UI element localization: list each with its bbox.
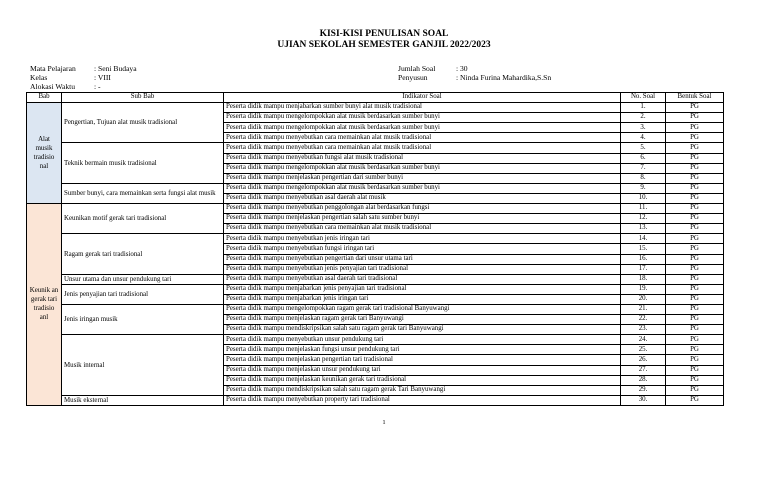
indikator-cell: Peserta didik mampu menjelaskan pengertian tari tradisional xyxy=(224,355,621,365)
table-row xyxy=(27,274,724,284)
sub-bab-cell: Sumber bunyi, cara memainkan serta fungsi alat musik xyxy=(62,183,224,203)
bentuk-soal-cell: PG xyxy=(666,103,724,113)
indikator-cell: Peserta didik mampu menyebutkan fungsi iringan tari xyxy=(224,244,621,254)
bentuk-soal-cell: PG xyxy=(666,304,724,314)
no-soal-cell: 11. xyxy=(621,204,666,214)
bentuk-soal-cell: PG xyxy=(666,395,724,405)
alokasi-value: : - xyxy=(94,82,101,91)
table-row xyxy=(27,103,724,113)
table-row xyxy=(27,304,724,314)
bentuk-soal-cell: PG xyxy=(666,224,724,234)
indikator-cell: Peserta didik mampu mengelompokkan alat musik berdasarkan sumber bunyi xyxy=(224,123,621,133)
document-title: KISI-KISI PENULISAN SOAL xyxy=(319,29,449,39)
header-sub-bab: Sub Bab xyxy=(62,93,224,103)
bentuk-soal-cell: PG xyxy=(666,294,724,304)
sub-bab-cell: Keunikan motif gerak tari tradisional xyxy=(62,204,224,234)
header-bab: Bab xyxy=(27,93,62,103)
bentuk-soal-cell: PG xyxy=(666,133,724,143)
indikator-cell: Peserta didik mampu menjelaskan unsur pendukung tari xyxy=(224,365,621,375)
no-soal-cell: 17. xyxy=(621,264,666,274)
bentuk-soal-cell: PG xyxy=(666,385,724,395)
no-soal-cell: 19. xyxy=(621,284,666,294)
table-row xyxy=(27,204,724,214)
bentuk-soal-cell: PG xyxy=(666,325,724,335)
bentuk-soal-cell: PG xyxy=(666,264,724,274)
table-row xyxy=(27,183,724,193)
indikator-cell: Peserta didik mampu menjabarkan jenis iringan tari xyxy=(224,294,621,304)
indikator-cell: Peserta didik mampu mengelompokkan alat musik berdasarkan sumber bunyi xyxy=(224,163,621,173)
bentuk-soal-cell: PG xyxy=(666,234,724,244)
indikator-cell: Peserta didik mampu menjelaskan fungsi unsur pendukung tari xyxy=(224,345,621,355)
bentuk-soal-cell: PG xyxy=(666,113,724,123)
bentuk-soal-cell: PG xyxy=(666,153,724,163)
table-row xyxy=(27,143,724,153)
no-soal-cell: 7. xyxy=(621,163,666,173)
no-soal-cell: 12. xyxy=(621,214,666,224)
no-soal-cell: 15. xyxy=(621,244,666,254)
bentuk-soal-cell: PG xyxy=(666,254,724,264)
no-soal-cell: 9. xyxy=(621,183,666,193)
indikator-cell: Peserta didik mampu menyebutkan pengertian dari unsur utama tari xyxy=(224,254,621,264)
kelas-value: : VIII xyxy=(94,73,111,82)
sub-bab-cell: Musik eksternal xyxy=(62,395,224,405)
no-soal-cell: 8. xyxy=(621,173,666,183)
document-subtitle: UJIAN SEKOLAH SEMESTER GANJIL 2022/2023 xyxy=(277,40,491,50)
no-soal-cell: 6. xyxy=(621,153,666,163)
no-soal-cell: 26. xyxy=(621,355,666,365)
bentuk-soal-cell: PG xyxy=(666,365,724,375)
header-bentuk-soal: Bentuk Soal xyxy=(666,93,724,103)
indikator-cell: Peserta didik mampu menyebutkan asal daerah tari tradisional xyxy=(224,274,621,284)
no-soal-cell: 28. xyxy=(621,375,666,385)
no-soal-cell: 16. xyxy=(621,254,666,264)
bentuk-soal-cell: PG xyxy=(666,355,724,365)
indikator-cell: Peserta didik mampu menyebutkan cara memainkan alat musik tradisional xyxy=(224,143,621,153)
indikator-cell: Peserta didik mampu menyebutkan penggolongan alat berdasarkan fungsi xyxy=(224,204,621,214)
bentuk-soal-cell: PG xyxy=(666,244,724,254)
table-row xyxy=(27,284,724,294)
no-soal-cell: 4. xyxy=(621,133,666,143)
indikator-cell: Peserta didik mampu mendiskripsikan salah satu ragam gerak Tari Banyuwangi xyxy=(224,385,621,395)
bentuk-soal-cell: PG xyxy=(666,345,724,355)
no-soal-cell: 13. xyxy=(621,224,666,234)
no-soal-cell: 22. xyxy=(621,315,666,325)
header-indikator: Indikator Soal xyxy=(224,93,621,103)
indikator-cell: Peserta didik mampu menyebutkan property tari tradisional xyxy=(224,395,621,405)
bab-cell: Alat musik tradisio nal xyxy=(27,103,62,204)
indikator-cell: Peserta didik mampu menjelaskan ragam gerak tari Banyuwangi xyxy=(224,315,621,325)
bentuk-soal-cell: PG xyxy=(666,214,724,224)
bentuk-soal-cell: PG xyxy=(666,375,724,385)
bab-cell: Keunik an gerak tari tradisio anl xyxy=(27,204,62,406)
indikator-cell: Peserta didik mampu menjabarkan jenis penyajian tari tradisional xyxy=(224,284,621,294)
bentuk-soal-cell: PG xyxy=(666,274,724,284)
no-soal-cell: 20. xyxy=(621,294,666,304)
indikator-cell: Peserta didik mampu menyebutkan jenis penyajian tari tradisional xyxy=(224,264,621,274)
penyusun-label: Penyusun xyxy=(398,73,428,82)
alokasi-label: Alokasi Waktu xyxy=(30,82,76,91)
mapel-label: Mata Pelajaran xyxy=(30,64,76,73)
bentuk-soal-cell: PG xyxy=(666,173,724,183)
bentuk-soal-cell: PG xyxy=(666,123,724,133)
no-soal-cell: 1. xyxy=(621,103,666,113)
sub-bab-cell: Musik internal xyxy=(62,335,224,396)
sub-bab-cell: Teknik bermain musik tradisional xyxy=(62,143,224,183)
indikator-cell: Peserta didik mampu mengelompokkan alat musik berdasarkan sumber bunyi xyxy=(224,183,621,193)
bentuk-soal-cell: PG xyxy=(666,315,724,325)
no-soal-cell: 24. xyxy=(621,335,666,345)
indikator-cell: Peserta didik mampu menyebutkan asal daerah alat musik xyxy=(224,193,621,203)
sub-bab-cell: Pengertian, Tujuan alat musik tradisional xyxy=(62,103,224,143)
bentuk-soal-cell: PG xyxy=(666,183,724,193)
mapel-value: : Seni Budaya xyxy=(94,64,137,73)
no-soal-cell: 5. xyxy=(621,143,666,153)
no-soal-cell: 2. xyxy=(621,113,666,123)
kelas-label: Kelas xyxy=(30,73,48,82)
indikator-cell: Peserta didik mampu menjabarkan sumber bunyi alat musik tradisional xyxy=(224,103,621,113)
no-soal-cell: 18. xyxy=(621,274,666,284)
sub-bab-cell: Ragam gerak tari tradisional xyxy=(62,234,224,274)
sub-bab-cell: Jenis iringan musik xyxy=(62,304,224,334)
no-soal-cell: 29. xyxy=(621,385,666,395)
no-soal-cell: 25. xyxy=(621,345,666,355)
indikator-cell: Peserta didik mampu menyebutkan jenis iringan tari xyxy=(224,234,621,244)
penyusun-value: : Ninda Furina Mahardika,S.Sn xyxy=(456,73,552,82)
bentuk-soal-cell: PG xyxy=(666,143,724,153)
indikator-cell: Peserta didik mampu mengelompokkan alat musik berdasarkan sumber bunyi xyxy=(224,113,621,123)
no-soal-cell: 23. xyxy=(621,325,666,335)
indikator-cell: Peserta didik mampu menjelaskan keunikan gerak tari tradisional xyxy=(224,375,621,385)
bentuk-soal-cell: PG xyxy=(666,193,724,203)
no-soal-cell: 21. xyxy=(621,304,666,314)
indikator-cell: Peserta didik mampu menyebutkan unsur pendukung tari xyxy=(224,335,621,345)
table-row xyxy=(27,234,724,244)
kisi-kisi-table xyxy=(26,92,724,406)
sub-bab-cell: Unsur utama dan unsur pendukung tari xyxy=(62,274,224,284)
table-row xyxy=(27,335,724,345)
bentuk-soal-cell: PG xyxy=(666,284,724,294)
no-soal-cell: 10. xyxy=(621,193,666,203)
no-soal-cell: 30. xyxy=(621,395,666,405)
no-soal-cell: 3. xyxy=(621,123,666,133)
bentuk-soal-cell: PG xyxy=(666,335,724,345)
indikator-cell: Peserta didik mampu menjelaskan pengertian salah satu sumber bunyi xyxy=(224,214,621,224)
indikator-cell: Peserta didik mampu mendiskripsikan salah satu ragam gerak tari Banyuwangi xyxy=(224,325,621,335)
bentuk-soal-cell: PG xyxy=(666,204,724,214)
bentuk-soal-cell: PG xyxy=(666,163,724,173)
header-no-soal: No. Soal xyxy=(621,93,666,103)
jumlah-value: : 30 xyxy=(456,64,468,73)
jumlah-label: Jumlah Soal xyxy=(398,64,436,73)
indikator-cell: Peserta didik mampu mengelompokkan ragam gerak tari tradisional Banyuwangi xyxy=(224,304,621,314)
table-row xyxy=(27,395,724,405)
no-soal-cell: 14. xyxy=(621,234,666,244)
page-number: 1 xyxy=(382,419,386,426)
indikator-cell: Peserta didik mampu menjelaskan pengertian dari sumber bunyi xyxy=(224,173,621,183)
indikator-cell: Peserta didik mampu menyebutkan cara memainkan alat musik tradisional xyxy=(224,133,621,143)
sub-bab-cell: Jenis penyajian tari tradisional xyxy=(62,284,224,304)
indikator-cell: Peserta didik mampu menyebutkan fungsi alat musik tradisional xyxy=(224,153,621,163)
no-soal-cell: 27. xyxy=(621,365,666,375)
indikator-cell: Peserta didik mampu menyebutkan cara memainkan alat musik tradisional xyxy=(224,224,621,234)
table-header-row xyxy=(27,93,724,103)
